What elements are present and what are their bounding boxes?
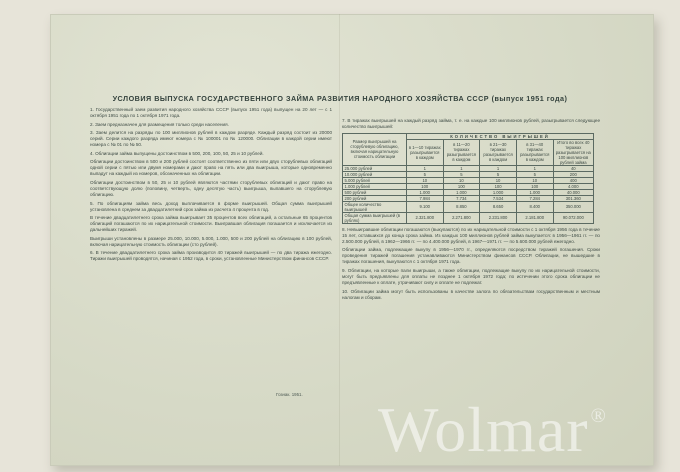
table-cell: 10 xyxy=(443,177,480,183)
table-total-sum-row xyxy=(343,212,594,223)
table-cell: 40.000 xyxy=(553,189,593,195)
table-cell: 7.284 xyxy=(516,195,553,201)
table-cell: 40 xyxy=(553,165,593,171)
clause-8-part-2: Облигации займа, подлежащие выкупу в 1956—1970 гг., определяются посредством тиражей погашения. Сроки проведения тиражей погашения устанавливаются Министерством финансов СССР. Облигации, не вышедшие в тиражах погашения, выкупаются с 1 октября 1971 года. xyxy=(342,247,600,265)
clause-6: 6. В течение двадцатилетнего срока займа производится 40 тиражей выигрышей — по два тиража ежегодно. Тиражи выигрышей проводятся, начиная с 1952 года, в сроки, установленные Министерством финансов СССР. xyxy=(90,250,332,262)
wolmar-watermark xyxy=(378,394,607,465)
clause-10: 10. Облигации займа могут быть использованы в качестве залога по обязательствам государственным и местным налогам и сборам. xyxy=(342,288,600,300)
table-cell: 2.231.800 xyxy=(480,212,517,223)
table-cell: 7.984 xyxy=(407,195,444,201)
clause-9: 9. Облигации, на которые пали выигрыши, а также облигации, подлежащие выкупу по их нарицательной стоимости, могут быть предъявлены для оплаты не позднее 1 октября 1972 года; по истечении этого срока облигации не предъявленные к оплате, утрачивают силу и оплате не подлежат. xyxy=(342,267,600,286)
clause-7: 7. В тиражах выигрышей на каждый разряд займа, т. е. на каждые 100 миллионов рублей, разыгрывается следующее количество выигрышей: xyxy=(342,118,600,130)
clause-5-part-2: В течение двадцатилетнего срока займа выигрывает 35 процентов всех облигаций, а остальные 65 процентов облигаций погашаются по их нарицательной стоимости. Выигравшая облигация погашается и исключается из дальнейших тиражей. xyxy=(90,215,332,233)
table-cell: 2.321.800 xyxy=(407,212,444,223)
table-cell: 10 xyxy=(480,177,517,183)
table-cell: 10 xyxy=(407,177,444,183)
table-cell: 1 xyxy=(516,165,553,171)
table-cell: 2.271.800 xyxy=(443,212,480,223)
table-cell: 5 xyxy=(443,171,480,177)
table-cell: 1.000 xyxy=(407,189,444,195)
left-column xyxy=(90,107,332,265)
table-col-header: в 21—30 тиражах разыгрывается в каждом xyxy=(480,139,517,165)
table-group-header: КОЛИЧЕСТВО ВЫИГРЫШЕЙ xyxy=(407,133,594,139)
table-cell: 7.534 xyxy=(480,195,517,201)
row-label: 5.000 рублей xyxy=(343,177,407,183)
table-cell: 301.360 xyxy=(553,195,593,201)
table-total-count-row xyxy=(343,201,594,212)
table-col-header: в 1—10 тиражах разыгрывается в каждом xyxy=(407,139,444,165)
table-cell: 1 xyxy=(407,165,444,171)
table-corner-header: Размер выигрышей на сторублевую облигацию, включая нарицательную стоимость облигации xyxy=(343,133,407,165)
table-cell: 100 xyxy=(480,183,517,189)
table-cell: 200 xyxy=(553,171,593,177)
table-cell: 90.072.000 xyxy=(553,212,593,223)
table-cell: 5 xyxy=(407,171,444,177)
fold-line xyxy=(339,14,340,466)
clause-5: 5. По облигациям займа весь доход выплачивается в форме выигрышей. Общая сумма выигрышей установлена в среднем за двадцатилетний срок займа из расчета 4 процента в год. xyxy=(90,200,332,212)
clause-5-part-3: Выигрыши установлены в размере 25.000, 10.000, 5.000, 1.000, 500 и 200 рублей на облигацию в 100 рублей, включая нарицательную стоимость облигации (сто рублей). xyxy=(90,235,332,247)
watermark-text: Wolmar xyxy=(378,394,589,465)
row-label: 25.000 рублей xyxy=(343,165,407,171)
document-title: УСЛОВИЯ ВЫПУСКА ГОСУДАРСТВЕННОГО ЗАЙМА РАЗВИТИЯ НАРОДНОГО ХОЗЯЙСТВА СССР (выпуск 1951 года) xyxy=(112,94,568,103)
table-cell: 100 xyxy=(407,183,444,189)
table-cell: 10 xyxy=(516,177,553,183)
row-label: Общее количество выигрышей xyxy=(343,201,407,212)
clause-2: 2. Заем предназначен для размещения только среди населения. xyxy=(90,121,229,127)
row-label: 500 рублей xyxy=(343,189,407,195)
table-col-header: Итого во всех 40 тиражах разыгрывается на 100 миллионов рублей займа xyxy=(553,139,593,165)
table-cell: 1.000 xyxy=(443,189,480,195)
table-cell: 400 xyxy=(553,177,593,183)
table-col-header: в 11—20 тиражах разыгрывается в каждом xyxy=(443,139,480,165)
table-cell: 100 xyxy=(516,183,553,189)
clause-4-part-3: Облигации достоинством в 50, 25 и 10 рублей являются частями сторублевых облигаций и дают право на соответствующую долю (половину, четверть, одну десятую часть) выигрыша, выпавшего на сторублевую облигацию. xyxy=(90,179,332,198)
table-cell: 1 xyxy=(443,165,480,171)
clause-8: 8. Невыигравшие облигации погашаются (выкупаются) по их нарицательной стоимости с 1 октября 1956 года в течение 15 лет, оставшихся до конца срока займа. Из каждых 100 миллионов рублей займа выкупается: в 1956—1961 гг. — по 2.500.000 рублей, в 1962—1966 гг. — по 4.400.000 рублей, в 1967—1971 гг. — по 5.600.000 рублей ежегодно. xyxy=(342,226,600,244)
table-cell: 7.734 xyxy=(443,195,480,201)
clause-4-part-2: Облигации достоинством в 500 и 200 рублей состоят соответственно из пяти или двух сторублевых облигаций одной серии с пятью или двумя номерами и дают право на пять или два выигрыша, которые одновременно выпадут на каждый из номеров, обозначенных на облигации. xyxy=(90,159,332,177)
registered-mark: ® xyxy=(590,405,607,427)
table-cell: 9.100 xyxy=(407,201,444,212)
right-column xyxy=(342,118,600,303)
table-cell: 1.000 xyxy=(480,189,517,195)
table-cell: 1.000 xyxy=(516,189,553,195)
row-label: 200 рублей xyxy=(343,195,407,201)
clause-4: 4. Облигации займа выпущены достоинством в 500, 200, 100, 50, 25 и 10 рублей. xyxy=(90,150,264,156)
row-label: Общая сумма выигрышей (в рублях) xyxy=(343,212,407,223)
table-cell: 1 xyxy=(480,165,517,171)
table-cell: 8.650 xyxy=(480,201,517,212)
table-cell: 8.400 xyxy=(516,201,553,212)
table-col-header: в 31—40 тиражах разыгрывается в каждом xyxy=(516,139,553,165)
table-cell: 4.000 xyxy=(553,183,593,189)
row-label: 10.000 рублей xyxy=(343,171,407,177)
clause-1: 1. Государственный заем развития народного хозяйства СССР (выпуск 1951 года) выпущен на 20 лет — с 1 октября 1951 года по 1 октября 1971 года. xyxy=(90,107,332,119)
table-cell: 8.850 xyxy=(443,201,480,212)
table-cell: 100 xyxy=(443,183,480,189)
table-cell: 2.181.800 xyxy=(516,212,553,223)
row-label: 1.000 рублей xyxy=(343,183,407,189)
printer-imprint: Гознак. 1951. xyxy=(276,392,303,397)
table-cell: 5 xyxy=(480,171,517,177)
table-cell: 350.000 xyxy=(553,201,593,212)
table-cell: 5 xyxy=(516,171,553,177)
clause-3: 3. Заем делится на разряды по 100 миллионов рублей в каждом разряде. Каждый разряд состоит из 20000 серий. Серии каждого разряда имеют номера с № 100001 по № 120000. Облигации в каждой серии имеют номера с № 01 по № 50. xyxy=(90,130,332,148)
prize-table xyxy=(342,133,594,224)
